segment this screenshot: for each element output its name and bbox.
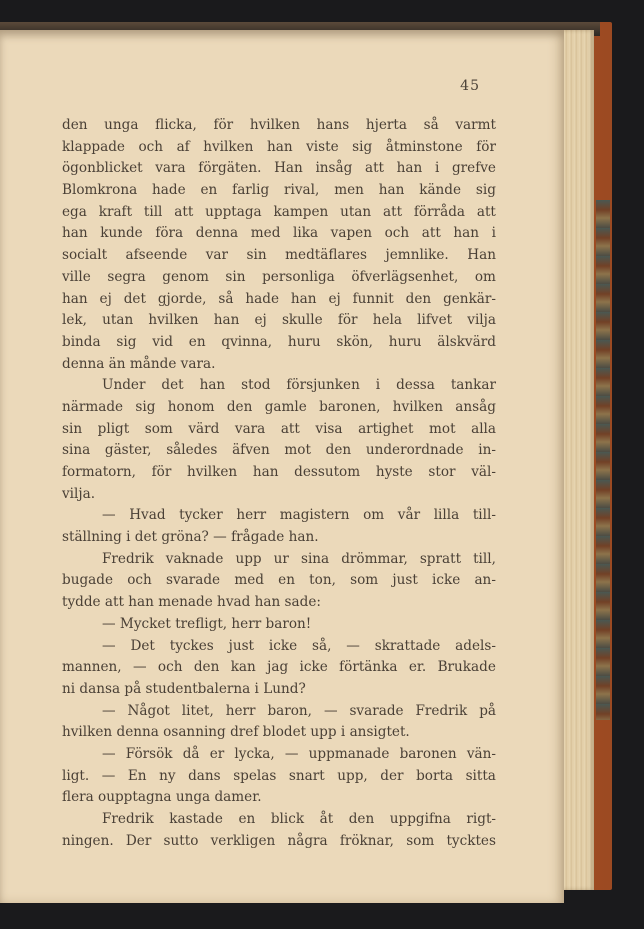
page-text [62, 115, 496, 852]
text-line: Blomkrona hade en farlig rival, men han kände sig [62, 182, 496, 199]
text-line: närmade sig honom den gamle baronen, hvilken ansåg [62, 398, 496, 415]
text-line: bugade och svarade med en ton, som just icke an- [62, 572, 496, 589]
text-line: ligt. — En ny dans spelas snart upp, der borta sitta [62, 767, 496, 784]
text-line: socialt afseende var sin medtäflares jemnlike. Han [62, 247, 496, 264]
text-line: lek, utan hvilken han ej skulle för hela lifvet vilja [62, 312, 496, 329]
text-line: vilja. [62, 485, 96, 502]
text-line: ställning i det gröna? — frågade han. [62, 529, 319, 546]
text-line: formatorn, för hvilken han dessutom hyste stor väl- [62, 464, 496, 480]
text-line: denna än månde vara. [62, 355, 216, 372]
text-line: klappade och af hvilken han viste sig åtminstone för [62, 138, 496, 155]
text-line: den unga flicka, för hvilken hans hjerta så varmt [62, 117, 496, 133]
text-line: sin pligt som värd vara att visa artighet mot alla [62, 420, 496, 437]
text-line: ögonblicket vara förgäten. Han insåg att han i grefve [62, 160, 496, 177]
text-line: flera oupptagna unga damer. [62, 789, 262, 806]
text-line: binda sig vid en qvinna, huru skön, huru älskvärd [62, 333, 496, 350]
text-line: ega kraft till att upptaga kampen utan att förråda att [62, 203, 496, 220]
text-line: ni dansa på studentbalerna i Lund? [62, 680, 306, 697]
text-line: Under det han stod försjunken i dessa tankar [102, 377, 496, 394]
text-line: ningen. Der sutto verkligen några fröknar, som tycktes [62, 832, 496, 849]
text-line: han ej det gjorde, så hade han ej funnit den genkär- [62, 290, 496, 307]
text-line: — Något litet, herr baron, — svarade Fredrik på [102, 702, 496, 719]
text-line: — Mycket trefligt, herr baron! [102, 615, 312, 632]
text-line: han kunde föra denna med lika vapen och att han i [62, 225, 496, 242]
text-line: sina gäster, således äfven mot den underordnade in- [62, 442, 496, 459]
text-line: tydde att han menade hvad han sade: [62, 594, 321, 611]
text-line: Fredrik kastade en blick åt den uppgifna rigt- [102, 811, 496, 827]
text-line: Fredrik vaknade upp ur sina drömmar, spratt till, [102, 550, 496, 567]
page-number: 45 [460, 78, 480, 94]
text-line: mannen, — och den kan jag icke förtänka er. Brukade [62, 659, 496, 676]
text-line: hvilken denna osanning dref blodet upp i ansigtet. [62, 724, 410, 741]
text-line: ville segra genom sin personliga öfverlägsenhet, om [62, 268, 496, 285]
text-line: — Försök då er lycka, — uppmanade baronen vän- [102, 745, 496, 762]
text-line: — Hvad tycker herr magistern om vår lilla till- [102, 507, 496, 524]
marbled-edge [596, 200, 610, 720]
text-line: — Det tyckes just icke så, — skrattade adels- [102, 637, 496, 654]
